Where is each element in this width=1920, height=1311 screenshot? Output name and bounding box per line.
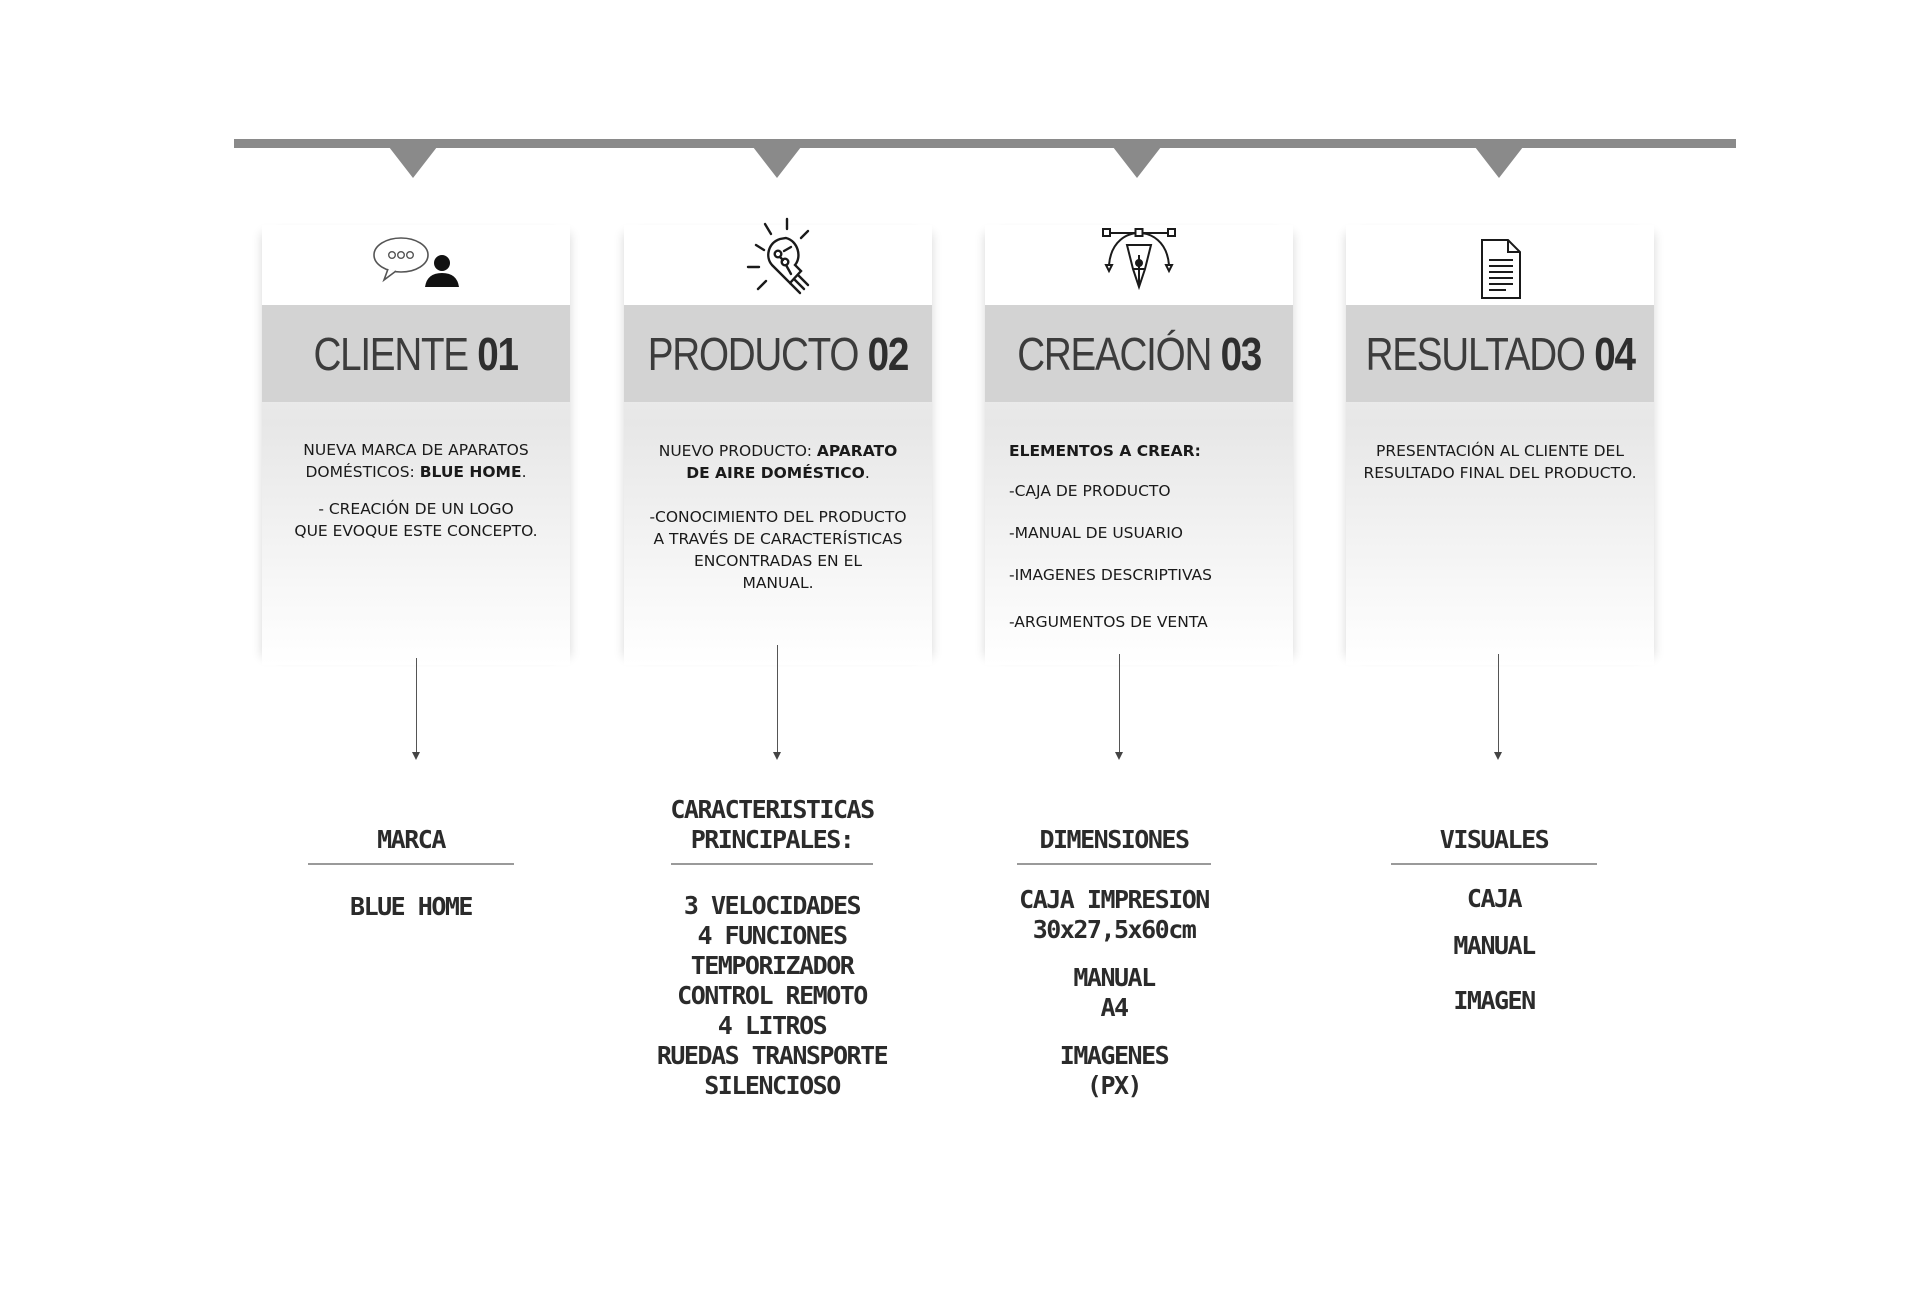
output-item: CAJA <box>1466 883 1522 913</box>
timeline-pointer-4 <box>1475 147 1523 178</box>
elements-heading: ELEMENTOS A CREAR: <box>1009 442 1201 460</box>
flow-arrow <box>1493 654 1505 762</box>
document-icon <box>1470 234 1530 304</box>
description-line: DOMÉSTICOS: <box>305 463 420 481</box>
elements-item: -MANUAL DE USUARIO <box>1009 524 1184 542</box>
timeline-pointer-2 <box>753 147 801 178</box>
output-visuales <box>1383 825 1605 1016</box>
stage-title: RESULTADO 04 <box>1365 327 1635 380</box>
description-line: NUEVA MARCA DE APARATOS <box>303 441 529 459</box>
card-header-band <box>262 305 570 402</box>
stage-title: CREACIÓN 03 <box>1017 327 1261 380</box>
card-icon-area <box>985 225 1293 305</box>
output-item: 3 VELOCIDADES <box>683 890 861 920</box>
elements-item: -ARGUMENTOS DE VENTA <box>1009 613 1208 631</box>
timeline-pointer-3 <box>1113 147 1161 178</box>
description-paragraph <box>624 506 932 594</box>
flow-arrow <box>772 645 784 762</box>
stage-description <box>985 440 1293 653</box>
card-header-band <box>624 305 932 402</box>
stage-description <box>262 439 570 557</box>
output-item: (PX) <box>1086 1070 1142 1100</box>
stage-card-creacion <box>985 225 1293 665</box>
output-item: RUEDAS TRANSPORTE <box>656 1040 888 1070</box>
stage-title: PRODUCTO 02 <box>647 327 909 380</box>
output-item: 4 LITROS <box>717 1010 827 1040</box>
output-divider <box>1017 863 1211 865</box>
description-line: - CREACIÓN DE UN LOGO <box>318 500 514 518</box>
output-item: SILENCIOSO <box>704 1070 840 1100</box>
stage-card-resultado <box>1346 225 1654 665</box>
output-item: MANUAL <box>1073 962 1155 992</box>
card-header-band <box>1346 305 1654 402</box>
card-icon-area <box>624 225 932 305</box>
brand-name: BLUE HOME <box>419 463 522 481</box>
flow-arrow <box>411 658 423 762</box>
stage-number: 03 <box>1220 327 1261 380</box>
description-line: PRESENTACIÓN AL CLIENTE DEL <box>1376 442 1624 460</box>
output-heading-line: PRINCIPALES: <box>690 825 854 854</box>
output-item: 4 FUNCIONES <box>697 920 847 950</box>
description-bold: APARATO <box>816 442 898 460</box>
stage-card-producto <box>624 225 932 665</box>
description-line: A TRAVÉS DE CARACTERÍSTICAS <box>653 530 903 548</box>
card-header-band <box>985 305 1293 402</box>
description-paragraph <box>624 440 932 484</box>
output-caracteristicas <box>612 795 932 1101</box>
stage-number: 04 <box>1594 327 1635 380</box>
timeline-pointer-1 <box>389 147 437 178</box>
flow-arrow <box>1114 654 1126 762</box>
output-heading-line: CARACTERISTICAS <box>670 795 874 824</box>
card-icon-area <box>262 225 570 305</box>
output-heading: DIMENSIONES <box>1039 825 1189 854</box>
stage-description <box>1346 440 1654 499</box>
output-heading: MARCA <box>377 825 445 854</box>
stage-card-cliente <box>262 225 570 665</box>
output-divider <box>1391 863 1597 865</box>
output-items <box>300 892 522 922</box>
output-divider <box>308 863 514 865</box>
output-items <box>985 885 1243 1101</box>
stage-description <box>624 440 932 609</box>
output-item: MANUAL <box>1453 930 1535 960</box>
stage-title: CLIENTE 01 <box>313 327 519 380</box>
description-line: QUE EVOQUE ESTE CONCEPTO. <box>294 522 538 540</box>
output-item: A4 <box>1100 992 1128 1022</box>
description-paragraph <box>262 439 570 483</box>
elements-item: -IMAGENES DESCRIPTIVAS <box>1009 566 1212 584</box>
output-items <box>1383 884 1605 1016</box>
stage-number: 01 <box>477 327 519 380</box>
stage-number: 02 <box>867 327 909 380</box>
output-item: IMAGEN <box>1453 985 1535 1015</box>
description-punct: . <box>521 463 527 481</box>
description-paragraph <box>262 498 570 542</box>
description-line: RESULTADO FINAL DEL PRODUCTO. <box>1363 464 1637 482</box>
output-divider <box>671 863 873 865</box>
description-line: -CONOCIMIENTO DEL PRODUCTO <box>649 508 907 526</box>
client-chat-user-icon <box>366 222 466 302</box>
lightbulb-icon <box>728 209 828 299</box>
description-paragraph <box>1346 440 1654 484</box>
output-item: CONTROL REMOTO <box>677 980 867 1010</box>
output-item: TEMPORIZADOR <box>690 950 854 980</box>
description-line: ENCONTRADAS EN EL <box>694 552 862 570</box>
output-item: 30x27,5x60cm <box>1032 914 1196 944</box>
output-heading: VISUALES <box>1439 825 1549 854</box>
pen-tool-icon <box>1089 211 1189 301</box>
description-line: MANUAL. <box>742 574 814 592</box>
elements-item: -CAJA DE PRODUCTO <box>1009 482 1171 500</box>
output-heading <box>612 795 932 855</box>
output-item: CAJA IMPRESION <box>1019 884 1209 914</box>
description-punct: . <box>864 464 870 482</box>
description-bold: DE AIRE DOMÉSTICO <box>686 464 865 482</box>
output-item: IMAGENES <box>1059 1040 1169 1070</box>
output-marca <box>300 825 522 922</box>
output-dimensiones <box>985 825 1243 1101</box>
description-line: NUEVO PRODUCTO: <box>658 442 817 460</box>
card-icon-area <box>1346 225 1654 305</box>
output-items <box>612 891 932 1101</box>
output-item: BLUE HOME <box>350 891 472 921</box>
